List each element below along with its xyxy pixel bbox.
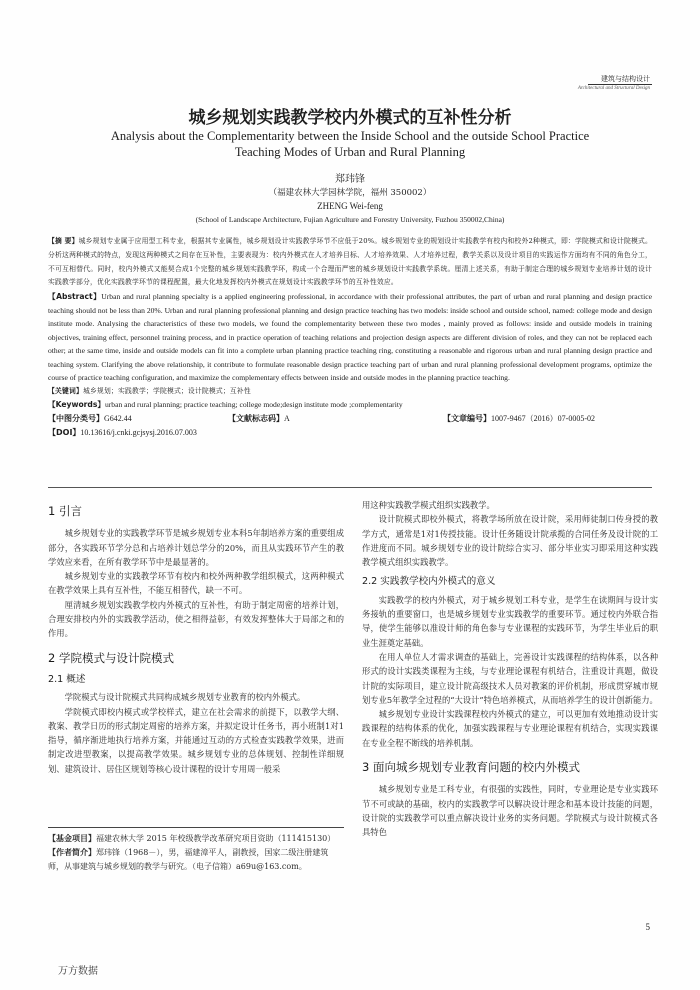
keywords-cn-text: 城乡规划；实践教学；学院模式；设计院模式；互补性 xyxy=(82,386,251,395)
footer-brand: 万方数据 xyxy=(58,966,98,977)
section-3-paragraph: 城乡规划专业是工科专业，有很强的实践性，同时，专业理论是专业实践环节不可或缺的基础，校内的实践教学可以解决设计理念和基本设计技能的问题，设计院的实践教学可以重点解决设计业务的实务问题。学院模式与设计院模式各具特色 xyxy=(362,784,658,838)
footnotes xyxy=(48,832,344,874)
affiliation-cn: （福建农林大学园林学院，福州 350002） xyxy=(268,188,432,198)
section-1-paragraph: 厘清城乡规划实践教学校内外模式的互补性，有助于制定周密的培养计划，合理安排校内外的实践教学活动，使之相得益彰，有效发挥整体大于局部之和的作用。 xyxy=(48,599,344,639)
abstract-en xyxy=(48,290,652,385)
title-cn: 城乡规划实践教学校内外模式的互补性分析 xyxy=(188,108,512,128)
section-2-2-paragraph: 城乡规划专业设计实践课程校内外模式的建立，可以更加有效地推动设计实践课程的结构体系的优化，加强实践课程与专业理论课程有机结合，实现实践课在专业全程不断线的培养机制。 xyxy=(362,709,658,748)
keywords-en-text: urban and rural planning; practice teaching; college mode;design institute mode ;complementarity xyxy=(104,400,403,410)
title-en: Analysis about the Complementarity between the Inside School and the outside School Practice Teaching Modes of Urban and Rural Planning xyxy=(110,129,590,159)
right-column xyxy=(362,498,658,840)
left-column xyxy=(48,498,344,776)
keywords-cn-label: 【关键词】 xyxy=(48,386,83,395)
section-2-1-paragraph: 学院模式与设计院模式共同构成城乡规划专业教育的校内外模式。 xyxy=(64,692,306,703)
author-name-en: ZHENG Wei-feng xyxy=(317,201,383,211)
section-1-heading: 1 引言 xyxy=(48,504,82,518)
journal-name-en: Architectural and Structural Design xyxy=(577,86,650,91)
section-divider xyxy=(48,487,652,488)
footnote-rule xyxy=(48,827,344,828)
doi-field: 【DOI】10.13616/j.cnki.gcjsysj.2016.07.003 xyxy=(48,427,197,437)
abstract-cn xyxy=(48,235,652,290)
abstract-block xyxy=(48,235,652,440)
doc-code-field: 【文献标志码】A xyxy=(228,413,290,423)
section-2-1-paragraph: 设计院模式即校外模式，将教学场所放在设计院，采用师徒制口传身授的教学方式，通常是1对1传授技能。设计任务随设计院承揽的合同任务及设计院的工作进度而不同。城乡规划专业的设计院综合实习、部分毕业实习即采用这种实践教学模式组织实践教学。 xyxy=(362,514,658,568)
author-name-cn: 郑玮锋 xyxy=(335,174,365,185)
page-number: 5 xyxy=(645,922,650,932)
section-1-paragraph: 城乡规划专业的实践教学环节有校内和校外两种教学组织模式，这两种模式在教学效果上具有互补性，不能互相替代，缺一不可。 xyxy=(48,571,344,596)
section-1-paragraph: 城乡规划专业的实践教学环节是城乡规划专业本科5年制培养方案的重要组成部分，各实践环节学分总和占培养计划总学分的20%，而且从实践环节产生的教学效应来看，在所有教学环节中是最显著的。 xyxy=(48,528,344,567)
keywords-en-label: 【Keywords】 xyxy=(48,400,105,410)
fund-note: 【基金项目】福建农林大学 2015 年校级教学改革研究项目资助（111415130） xyxy=(48,834,336,843)
keywords-en xyxy=(48,398,652,412)
section-2-1-continued: 用这种实践教学模式组织实践教学。 xyxy=(362,500,495,510)
section-2-2-paragraph: 在用人单位人才需求调查的基础上，完善设计实践课程的结构体系，以各种形式的设计实践类课程为主线，与专业理论课程有机结合，注重设计真题，做设计院的实际项目，建立设计院高级技术人员对教案的评价机制，形成贯穿城市规划专业5年教学全过程的“大设计”特色培养模式，从而培养学生的设计创新能力。 xyxy=(362,651,658,705)
header-rule xyxy=(588,84,652,85)
section-2-2-paragraph: 实践教学的校内外模式，对于城乡规划工科专业，是学生在读期间与设计实务接轨的重要窗口，也是城乡规划专业实践教学的重要环节。通过校内外联合指导，使学生能够以准设计师的角色参与专业课程的实践环节，为学生毕业后的职业生涯奠定基础。 xyxy=(362,594,658,648)
section-2-1-paragraph: 学院模式即校内模式或学校样式，建立在社会需求的前提下，以教学大纲、教案、教学日历的形式制定周密的培养方案，并拟定设计任务书，再小班制1对1指导，循序渐进地执行培养方案，并能通过互动的方式检查实践教学效果，进而制定改进型教案，以提高教学效果。城乡规划专业的总体规划、控制性详细规划、建筑设计、居住区规划等核心设计课程的设计专用周一般采 xyxy=(48,706,344,774)
affiliation-en: (School of Landscape Architecture, Fujian Agriculture and Forestry University, Fuzhou 350002,China) xyxy=(195,215,505,224)
section-2-1-heading: 2.1 概述 xyxy=(48,673,86,685)
section-3-heading: 3 面向城乡规划专业教育问题的校内外模式 xyxy=(362,760,580,775)
doi-row xyxy=(48,426,652,440)
journal-name-cn: 建筑与结构设计 xyxy=(601,75,650,83)
abstract-cn-text: 城乡规划专业属于应用型工科专业，根据其专业属性，城乡规划设计实践教学环节不应低于20%。城乡规划专业的规划设计实践教学有校内和校外2种模式，即：学院模式和设计院模式。分析这两种模式的特点，发现这两种模式之间存在互补性，主要表现为：校内外模式在人才培养目标、人才培养效果、人才培养过程，教学关系以及设计项目的实践运作方面均有不同的角色分工，不可互相替代。同时，校内外模式又能契合成1个完整的城乡规划实践教学环，构成一个合理而严密的城乡规划设计实践教学系统。厘清上述关系，有助于制定合理的城乡规划专业培养计划的设计实践教学部分，优化实践教学环节的课程配置，最大化地发挥校内外模式在规划设计实践教学环节的互补性效应。 xyxy=(48,237,653,287)
abstract-en-label: 【Abstract】 xyxy=(48,292,102,302)
abstract-cn-label: 【摘 要】 xyxy=(48,237,79,245)
section-2-heading: 2 学院模式与设计院模式 xyxy=(48,650,174,665)
classification-row xyxy=(48,412,652,426)
author-bio-note: 【作者简介】郑玮锋（1968－），男，福建漳平人，副教授，国家二级注册建筑师，从事建筑与城乡规划的教学与研究。（电子信箱）a69u@163.com。 xyxy=(48,848,329,871)
article-number-field: 【文章编号】1007-9467（2016）07-0005-02 xyxy=(443,413,595,423)
section-2-2-heading: 2.2 实践教学校内外模式的意义 xyxy=(362,576,496,588)
clc-field: 【中图分类号】G642.44 xyxy=(48,413,132,423)
keywords-cn xyxy=(48,385,652,399)
abstract-en-text: Urban and rural planning specialty is a applied engineering professional, in accordance with their professional attributes, the part of urban and rural planning and design practice teaching should not be less than 20%. Urban and rural planning professional planning and design practice teaching has two models: inside school and outside school, named: college mode and design institute mode. Analysing the characteristics of these two models, we found the complementarity between these two modes , mainly proved as follows: inside and outside models in training objectives, training effect, personnel training process, and in practice operation of teaching relations and projection design aspects are different division of roles, and they can not be replaced each other; at the same time, inside and outside models can fit into a complete urban planning practice teaching ring, constituting a reasonable and rigorous urban and rural planning design practice and teaching system. Clarifying the above relationship, it contribute to formulate reasonable design practice teaching part of urban and rural planning professional development programs, optimize the course of practice teaching configuration, and maximize the complementary effects between inside and outside modes in the planning practice teaching. xyxy=(48,292,652,383)
